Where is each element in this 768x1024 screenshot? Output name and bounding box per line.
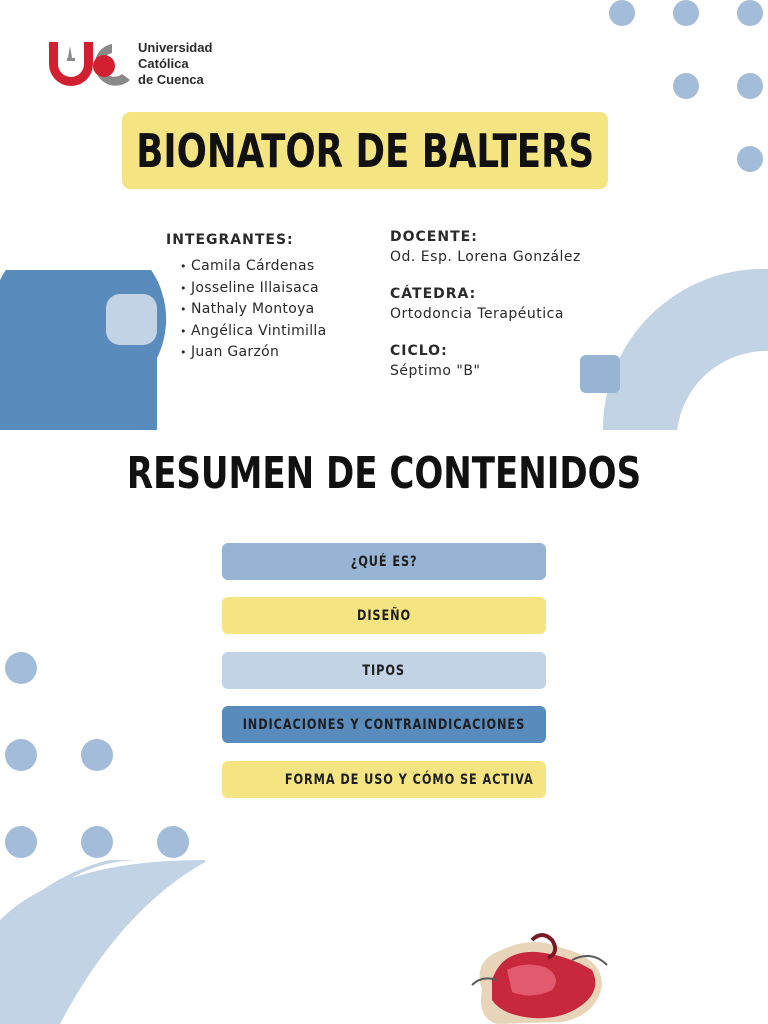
integrantes-label: INTEGRANTES:: [166, 232, 294, 248]
course-info: [390, 226, 581, 397]
bionator-appliance-image: [452, 930, 612, 1024]
decor-bottom-arc: [0, 860, 210, 1024]
decor-dot: [673, 0, 699, 26]
member-item: • Angélica Vintimilla: [180, 321, 326, 343]
decor-dot: [737, 0, 763, 26]
logo-text-line: Universidad: [138, 40, 213, 55]
decor-dot: [5, 739, 37, 771]
ciclo-label: CICLO:: [390, 343, 448, 359]
decor-dot: [157, 826, 189, 858]
catedra-block: [390, 283, 581, 322]
decor-dot: [81, 739, 113, 771]
university-logo: [46, 40, 221, 92]
summary-item-label: DISEÑO: [356, 607, 412, 624]
logo-text-line: Católica: [138, 56, 189, 71]
logo-text-line: de Cuenca: [138, 72, 204, 87]
member-item: • Nathaly Montoya: [180, 299, 326, 321]
decor-dot: [5, 826, 37, 858]
page-title: BIONATOR DE BALTERS: [136, 123, 594, 178]
decor-dot: [5, 652, 37, 684]
catedra-value: Ortodoncia Terapéutica: [390, 306, 564, 322]
member-item: • Josseline Illaisaca: [180, 278, 326, 300]
docente-block: [390, 226, 581, 265]
members-list: [180, 256, 326, 364]
docente-value: Od. Esp. Lorena González: [390, 249, 581, 265]
decor-dot: [609, 0, 635, 26]
ciclo-block: [390, 340, 581, 379]
summary-title-text: RESUMEN DE CONTENIDOS: [126, 448, 642, 499]
summary-title: [0, 448, 768, 499]
summary-item-label: TIPOS: [362, 662, 406, 679]
summary-item-que-es[interactable]: [222, 543, 546, 580]
decor-dot: [737, 146, 763, 172]
decor-dot: [737, 73, 763, 99]
title-banner: [122, 112, 608, 189]
summary-item-label: INDICACIONES Y CONTRAINDICACIONES: [242, 716, 526, 733]
summary-item-tipos[interactable]: [222, 652, 546, 689]
summary-item-diseno[interactable]: [222, 597, 546, 634]
ciclo-value: Séptimo "B": [390, 363, 481, 379]
summary-item-label: FORMA DE USO Y CÓMO SE ACTIVA: [284, 771, 534, 788]
docente-label: DOCENTE:: [390, 229, 478, 245]
catedra-label: CÁTEDRA:: [390, 286, 477, 302]
logo-mark-icon: [46, 40, 132, 90]
summary-item-label: ¿QUÉ ES?: [350, 553, 418, 570]
decor-dot: [81, 826, 113, 858]
decor-right-arc: [575, 255, 768, 435]
summary-item-indicaciones[interactable]: [222, 706, 546, 743]
member-item: • Juan Garzón: [180, 342, 326, 364]
decor-dot: [673, 73, 699, 99]
integrantes-section: [166, 232, 326, 364]
member-item: • Camila Cárdenas: [180, 256, 326, 278]
summary-item-forma-de-uso[interactable]: [222, 761, 546, 798]
decor-left-blob: [0, 270, 170, 440]
